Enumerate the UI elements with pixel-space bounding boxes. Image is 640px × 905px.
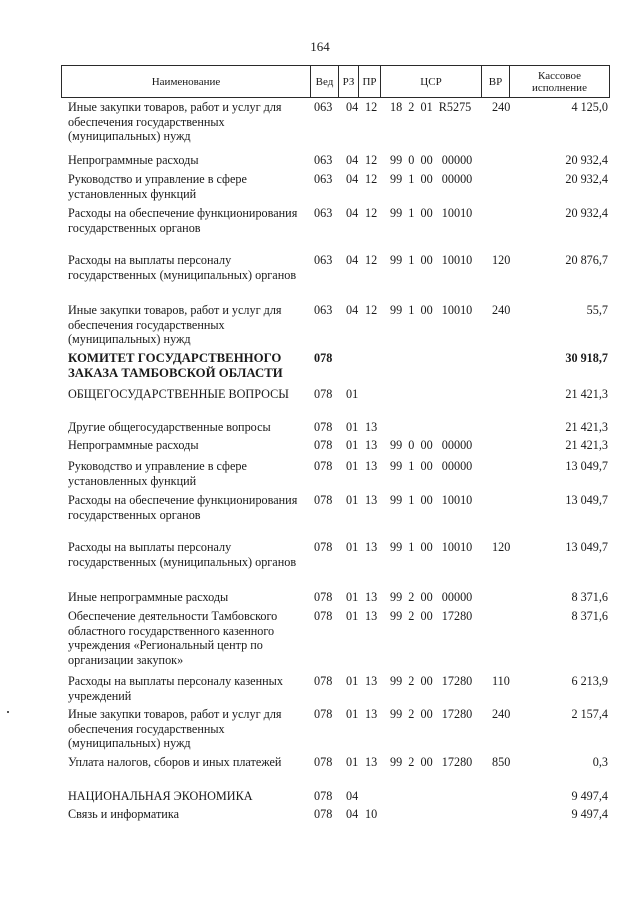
- cell-name: КОМИТЕТ ГОСУДАРСТВЕННОГО ЗАКАЗА ТАМБОВСКОЙ ОБЛАСТИ: [68, 351, 283, 380]
- cell-pr: 13: [365, 540, 378, 554]
- cell-csr: 99 1 00 00000: [390, 172, 473, 186]
- cell-name: Иные закупки товаров, работ и услуг для обеспечения государственных (муниципальных) нужд: [68, 707, 282, 750]
- cell-vr: 240: [492, 707, 511, 721]
- cell-amount: 21 421,3: [565, 420, 608, 434]
- cell-pr: 12: [365, 253, 378, 267]
- cell-amount: 20 932,4: [565, 153, 608, 167]
- cell-csr: 18 2 01 R5275: [390, 100, 472, 114]
- cell-amount: 20 932,4: [565, 206, 608, 220]
- cell-ved: 063: [314, 100, 333, 114]
- cell-ved: 078: [314, 755, 333, 769]
- cell-ved: 078: [314, 789, 333, 803]
- cell-rz: 04: [346, 172, 359, 186]
- cell-ved: 063: [314, 153, 333, 167]
- cell-pr: 13: [365, 609, 378, 623]
- cell-rz: 01: [346, 387, 359, 401]
- cell-rz: 01: [346, 459, 359, 473]
- cell-amount: 20 932,4: [565, 172, 608, 186]
- cell-vr: 120: [492, 540, 511, 554]
- header-vr: ВР: [481, 66, 509, 97]
- cell-name: Непрограммные расходы: [68, 438, 199, 452]
- cell-rz: 01: [346, 609, 359, 623]
- cell-csr: 99 2 00 17280: [390, 674, 473, 688]
- header-name: Наименование: [151, 75, 221, 88]
- header-pr: ПР: [358, 66, 380, 97]
- cell-name: Расходы на выплаты персоналу государственных (муниципальных) органов: [68, 253, 297, 282]
- cell-name: Иные закупки товаров, работ и услуг для обеспечения государственных (муниципальных) нужд: [68, 303, 282, 346]
- cell-amount: 8 371,6: [571, 590, 608, 604]
- cell-rz: 04: [346, 789, 359, 803]
- cell-ved: 063: [314, 206, 333, 220]
- cell-vr: 850: [492, 755, 511, 769]
- cell-vr: 240: [492, 100, 511, 114]
- cell-pr: 13: [365, 493, 378, 507]
- cell-name: Обеспечение деятельности Тамбовского областного государственного казенного учреждения «Региональный центр по организации закупок»: [68, 609, 278, 667]
- cell-rz: 01: [346, 590, 359, 604]
- cell-rz: 01: [346, 707, 359, 721]
- cell-csr: 99 0 00 00000: [390, 153, 473, 167]
- cell-rz: 04: [346, 253, 359, 267]
- cell-amount: 2 157,4: [571, 707, 608, 721]
- cell-csr: 99 0 00 00000: [390, 438, 473, 452]
- cell-ved: 078: [314, 707, 333, 721]
- cell-pr: 12: [365, 303, 378, 317]
- cell-name: Расходы на обеспечение функционирования государственных органов: [68, 493, 298, 522]
- cell-pr: 13: [365, 707, 378, 721]
- cell-csr: 99 1 00 10010: [390, 303, 473, 317]
- cell-amount: 13 049,7: [565, 459, 608, 473]
- cell-csr: 99 2 00 17280: [390, 707, 473, 721]
- cell-name: Иные закупки товаров, работ и услуг для обеспечения государственных (муниципальных) нужд: [68, 100, 282, 143]
- cell-csr: 99 1 00 10010: [390, 206, 473, 220]
- scan-speck: [7, 711, 9, 713]
- cell-ved: 078: [314, 351, 333, 365]
- cell-ved: 078: [314, 459, 333, 473]
- cell-ved: 078: [314, 609, 333, 623]
- cell-pr: 12: [365, 153, 378, 167]
- cell-amount: 55,7: [586, 303, 608, 317]
- cell-pr: 12: [365, 100, 378, 114]
- cell-pr: 13: [365, 438, 378, 452]
- cell-rz: 04: [346, 153, 359, 167]
- cell-name: Непрограммные расходы: [68, 153, 199, 167]
- cell-name: Другие общегосударственные вопросы: [68, 420, 271, 434]
- cell-pr: 10: [365, 807, 378, 821]
- cell-ved: 078: [314, 493, 333, 507]
- cell-name: Связь и информатика: [68, 807, 179, 821]
- cell-amount: 6 213,9: [571, 674, 608, 688]
- cell-amount: 21 421,3: [565, 387, 608, 401]
- cell-ved: 063: [314, 172, 333, 186]
- cell-pr: 12: [365, 172, 378, 186]
- header-ved: Вед: [310, 66, 338, 97]
- cell-amount: 13 049,7: [565, 493, 608, 507]
- cell-csr: 99 2 00 00000: [390, 590, 473, 604]
- cell-pr: 13: [365, 459, 378, 473]
- cell-ved: 078: [314, 674, 333, 688]
- table-header: [61, 65, 610, 98]
- header-csr: ЦСР: [380, 66, 481, 97]
- cell-pr: 12: [365, 206, 378, 220]
- cell-rz: 01: [346, 540, 359, 554]
- cell-name: ОБЩЕГОСУДАРСТВЕННЫЕ ВОПРОСЫ: [68, 387, 289, 401]
- cell-name: Руководство и управление в сфере установленных функций: [68, 459, 247, 488]
- cell-csr: 99 1 00 10010: [390, 253, 473, 267]
- cell-rz: 01: [346, 674, 359, 688]
- cell-amount: 30 918,7: [565, 351, 608, 365]
- cell-ved: 063: [314, 253, 333, 267]
- cell-name: Уплата налогов, сборов и иных платежей: [68, 755, 282, 769]
- cell-name: Расходы на выплаты персоналу казенных учреждений: [68, 674, 283, 703]
- cell-name: Расходы на выплаты персоналу государственных (муниципальных) органов: [68, 540, 297, 569]
- cell-pr: 13: [365, 755, 378, 769]
- cell-rz: 01: [346, 420, 359, 434]
- page-number: 164: [310, 39, 330, 54]
- cell-pr: 13: [365, 590, 378, 604]
- cell-amount: 21 421,3: [565, 438, 608, 452]
- cell-rz: 01: [346, 493, 359, 507]
- cell-ved: 078: [314, 420, 333, 434]
- cell-csr: 99 1 00 10010: [390, 493, 473, 507]
- cell-rz: 04: [346, 303, 359, 317]
- cell-csr: 99 1 00 00000: [390, 459, 473, 473]
- cell-ved: 063: [314, 303, 333, 317]
- cell-ved: 078: [314, 540, 333, 554]
- cell-vr: 120: [492, 253, 511, 267]
- cell-ved: 078: [314, 387, 333, 401]
- cell-amount: 8 371,6: [571, 609, 608, 623]
- header-amount: Кассовое исполнение: [509, 66, 609, 97]
- cell-ved: 078: [314, 807, 333, 821]
- cell-name: Руководство и управление в сфере установленных функций: [68, 172, 247, 201]
- cell-pr: 13: [365, 674, 378, 688]
- header-rz: РЗ: [338, 66, 358, 97]
- cell-name: НАЦИОНАЛЬНАЯ ЭКОНОМИКА: [68, 789, 253, 803]
- cell-amount: 4 125,0: [571, 100, 608, 114]
- cell-amount: 0,3: [592, 755, 608, 769]
- cell-rz: 04: [346, 100, 359, 114]
- cell-rz: 01: [346, 438, 359, 452]
- cell-amount: 20 876,7: [565, 253, 608, 267]
- cell-rz: 01: [346, 755, 359, 769]
- cell-csr: 99 1 00 10010: [390, 540, 473, 554]
- cell-ved: 078: [314, 590, 333, 604]
- cell-rz: 04: [346, 807, 359, 821]
- cell-csr: 99 2 00 17280: [390, 609, 473, 623]
- cell-amount: 9 497,4: [571, 789, 608, 803]
- cell-rz: 04: [346, 206, 359, 220]
- cell-amount: 13 049,7: [565, 540, 608, 554]
- cell-csr: 99 2 00 17280: [390, 755, 473, 769]
- cell-vr: 240: [492, 303, 511, 317]
- cell-vr: 110: [492, 674, 510, 688]
- cell-pr: 13: [365, 420, 378, 434]
- cell-name: Расходы на обеспечение функционирования государственных органов: [68, 206, 298, 235]
- cell-name: Иные непрограммные расходы: [68, 590, 229, 604]
- cell-ved: 078: [314, 438, 333, 452]
- cell-amount: 9 497,4: [571, 807, 608, 821]
